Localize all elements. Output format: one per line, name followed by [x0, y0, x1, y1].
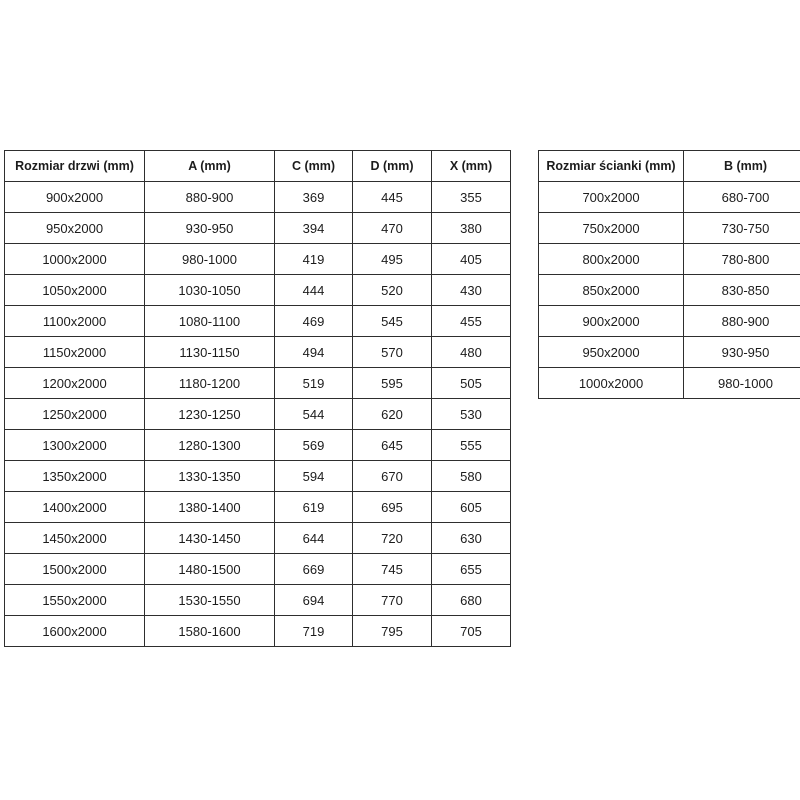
table-row [539, 306, 800, 337]
door-size-table [4, 150, 511, 647]
table-row [5, 461, 511, 492]
table-row [5, 306, 511, 337]
table-row [5, 523, 511, 554]
table-row [5, 492, 511, 523]
table-cell: 1580-1600 [145, 616, 275, 647]
table-cell: 880-900 [684, 306, 800, 337]
table-cell: 719 [275, 616, 353, 647]
table-cell: 670 [353, 461, 432, 492]
column-header: B (mm) [684, 151, 800, 182]
table-cell: 669 [275, 554, 353, 585]
table-cell: 1230-1250 [145, 399, 275, 430]
table-cell: 530 [432, 399, 511, 430]
table-cell: 1180-1200 [145, 368, 275, 399]
header-row [5, 151, 511, 182]
table-cell: 1400x2000 [5, 492, 145, 523]
table-cell: 1530-1550 [145, 585, 275, 616]
table-cell: 645 [353, 430, 432, 461]
table-cell: 980-1000 [684, 368, 800, 399]
table-cell: 419 [275, 244, 353, 275]
table-cell: 1000x2000 [5, 244, 145, 275]
table-cell: 705 [432, 616, 511, 647]
table-cell: 444 [275, 275, 353, 306]
column-header: A (mm) [145, 151, 275, 182]
table-cell: 730-750 [684, 213, 800, 244]
table-cell: 1330-1350 [145, 461, 275, 492]
table-cell: 520 [353, 275, 432, 306]
table-row [5, 244, 511, 275]
table-cell: 1150x2000 [5, 337, 145, 368]
table-cell: 800x2000 [539, 244, 684, 275]
table-row [5, 616, 511, 647]
table-cell: 830-850 [684, 275, 800, 306]
table-row [539, 244, 800, 275]
table-cell: 1380-1400 [145, 492, 275, 523]
table-cell: 770 [353, 585, 432, 616]
table-cell: 900x2000 [5, 182, 145, 213]
table-cell: 900x2000 [539, 306, 684, 337]
table-cell: 1030-1050 [145, 275, 275, 306]
table-cell: 1130-1150 [145, 337, 275, 368]
table-cell: 545 [353, 306, 432, 337]
table-cell: 1300x2000 [5, 430, 145, 461]
table-cell: 680-700 [684, 182, 800, 213]
table-row [539, 368, 800, 399]
table-cell: 1550x2000 [5, 585, 145, 616]
table-cell: 1480-1500 [145, 554, 275, 585]
table-cell: 1600x2000 [5, 616, 145, 647]
table-cell: 850x2000 [539, 275, 684, 306]
table-cell: 445 [353, 182, 432, 213]
table-cell: 745 [353, 554, 432, 585]
table-row [5, 430, 511, 461]
table-cell: 1250x2000 [5, 399, 145, 430]
column-header: D (mm) [353, 151, 432, 182]
table-cell: 394 [275, 213, 353, 244]
table-cell: 780-800 [684, 244, 800, 275]
table-row [5, 337, 511, 368]
table-cell: 480 [432, 337, 511, 368]
table-cell: 1280-1300 [145, 430, 275, 461]
table-row [5, 368, 511, 399]
table-cell: 1450x2000 [5, 523, 145, 554]
column-header: C (mm) [275, 151, 353, 182]
table-cell: 700x2000 [539, 182, 684, 213]
table-cell: 494 [275, 337, 353, 368]
table-cell: 950x2000 [539, 337, 684, 368]
table-cell: 505 [432, 368, 511, 399]
column-header: X (mm) [432, 151, 511, 182]
table-row [539, 213, 800, 244]
header-row [539, 151, 800, 182]
table-cell: 950x2000 [5, 213, 145, 244]
table-row [5, 182, 511, 213]
table-row [539, 337, 800, 368]
table-cell: 519 [275, 368, 353, 399]
table-cell: 455 [432, 306, 511, 337]
table-cell: 695 [353, 492, 432, 523]
table-cell: 619 [275, 492, 353, 523]
table-cell: 405 [432, 244, 511, 275]
table-cell: 1350x2000 [5, 461, 145, 492]
table-cell: 680 [432, 585, 511, 616]
table-cell: 1000x2000 [539, 368, 684, 399]
table-row [5, 213, 511, 244]
table-cell: 655 [432, 554, 511, 585]
column-header: Rozmiar drzwi (mm) [5, 151, 145, 182]
column-header: Rozmiar ścianki (mm) [539, 151, 684, 182]
table-cell: 1050x2000 [5, 275, 145, 306]
table-row [5, 275, 511, 306]
table-cell: 1080-1100 [145, 306, 275, 337]
table-row [539, 182, 800, 213]
table-cell: 795 [353, 616, 432, 647]
table-cell: 569 [275, 430, 353, 461]
table-cell: 470 [353, 213, 432, 244]
table-cell: 369 [275, 182, 353, 213]
table-cell: 469 [275, 306, 353, 337]
wall-size-table [538, 150, 800, 399]
table-cell: 1200x2000 [5, 368, 145, 399]
table-cell: 594 [275, 461, 353, 492]
table-cell: 605 [432, 492, 511, 523]
table-cell: 430 [432, 275, 511, 306]
table-row [5, 585, 511, 616]
table-cell: 1430-1450 [145, 523, 275, 554]
table-cell: 930-950 [684, 337, 800, 368]
table-cell: 495 [353, 244, 432, 275]
table-cell: 1500x2000 [5, 554, 145, 585]
table-cell: 930-950 [145, 213, 275, 244]
table-row [539, 275, 800, 306]
table-cell: 980-1000 [145, 244, 275, 275]
table-cell: 580 [432, 461, 511, 492]
table-cell: 694 [275, 585, 353, 616]
table-cell: 570 [353, 337, 432, 368]
table-cell: 544 [275, 399, 353, 430]
table-cell: 630 [432, 523, 511, 554]
table-cell: 620 [353, 399, 432, 430]
table-cell: 355 [432, 182, 511, 213]
table-cell: 1100x2000 [5, 306, 145, 337]
table-cell: 750x2000 [539, 213, 684, 244]
table-cell: 880-900 [145, 182, 275, 213]
table-cell: 555 [432, 430, 511, 461]
table-row [5, 554, 511, 585]
table-cell: 644 [275, 523, 353, 554]
table-cell: 720 [353, 523, 432, 554]
table-row [5, 399, 511, 430]
table-cell: 595 [353, 368, 432, 399]
table-cell: 380 [432, 213, 511, 244]
